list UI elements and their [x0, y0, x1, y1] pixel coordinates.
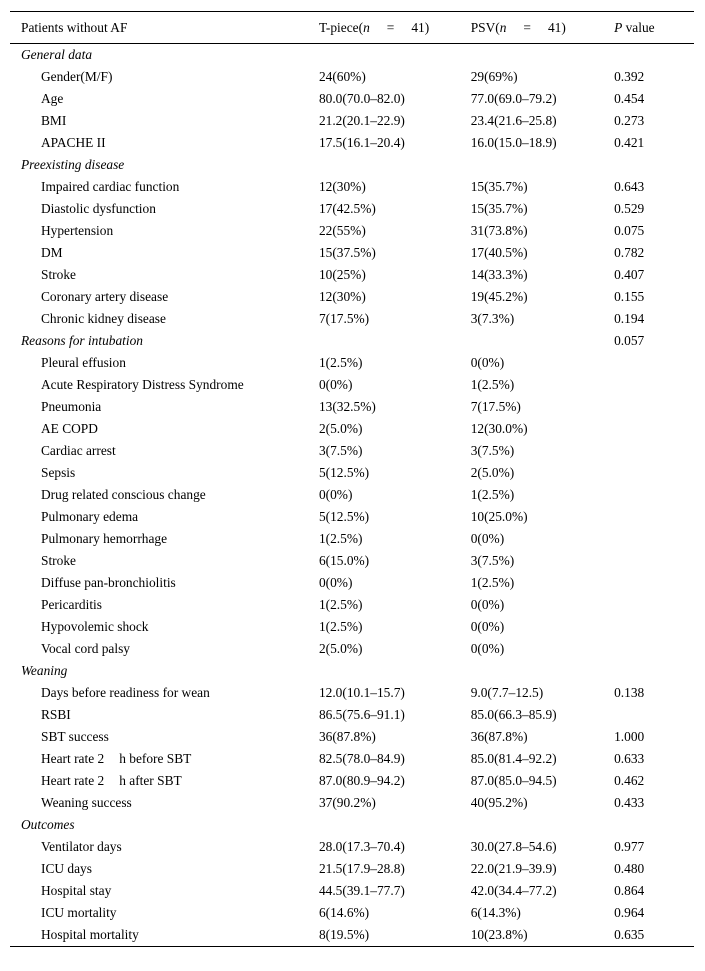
psv-value: 85.0(66.3–85.9) [470, 707, 557, 722]
row-label: Chronic kidney disease [41, 311, 166, 326]
row-label: Drug related conscious change [41, 487, 206, 502]
psv-value: 17(40.5%) [470, 245, 528, 260]
table-row [10, 770, 694, 792]
table-row [10, 506, 694, 528]
psv-value: 31(73.8%) [470, 223, 528, 238]
psv-value: 2(5.0%) [470, 465, 515, 480]
table-row [10, 440, 694, 462]
tpiece-value: 0(0%) [318, 487, 353, 502]
p-value: 0.138 [614, 685, 645, 700]
tpiece-value: 0(0%) [318, 377, 353, 392]
row-label [10, 748, 319, 770]
psv-value: 0(0%) [470, 531, 505, 546]
psv-value: 15(35.7%) [470, 201, 528, 216]
table-row [10, 484, 694, 506]
section-title: Weaning [21, 663, 68, 678]
tpiece-value: 24(60%) [318, 69, 366, 84]
table-body [10, 44, 694, 947]
row-label: ICU days [41, 861, 92, 876]
p-value: 0.529 [614, 201, 645, 216]
tpiece-value: 0(0%) [318, 575, 353, 590]
p-value [614, 462, 694, 484]
p-value: 0.782 [614, 245, 645, 260]
psv-value: 22.0(21.9–39.9) [470, 861, 557, 876]
tpiece-value: 12(30%) [318, 289, 366, 304]
header-psv [471, 12, 614, 44]
table-row [10, 528, 694, 550]
psv-value: 0(0%) [470, 641, 505, 656]
row-label: DM [41, 245, 63, 260]
section-title: Preexisting disease [21, 157, 125, 172]
tpiece-value: 1(2.5%) [318, 619, 363, 634]
p-value [614, 374, 694, 396]
psv-value: 3(7.3%) [470, 311, 515, 326]
row-label: ICU mortality [41, 905, 117, 920]
psv-value: 0(0%) [470, 355, 505, 370]
table-row [10, 88, 694, 110]
section-title: Reasons for intubation [21, 333, 144, 348]
tpiece-value: 44.5(39.1–77.7) [318, 883, 405, 898]
psv-value: 1(2.5%) [470, 575, 515, 590]
p-value [614, 594, 694, 616]
psv-value: 15(35.7%) [470, 179, 528, 194]
p-value: 0.635 [614, 924, 694, 947]
psv-value: 10(23.8%) [471, 924, 614, 947]
tpiece-value: 5(12.5%) [318, 509, 370, 524]
psv-value: 36(87.8%) [470, 729, 528, 744]
header-tpiece-label: T-piece( [318, 20, 364, 35]
tpiece-value: 37(90.2%) [318, 795, 376, 810]
section-row [10, 660, 694, 682]
table-row [10, 704, 694, 726]
psv-value: 10(25.0%) [470, 509, 528, 524]
p-value: 0.155 [614, 289, 645, 304]
tpiece-value: 3(7.5%) [318, 443, 363, 458]
empty-cell [319, 44, 471, 67]
section-p-value [614, 154, 694, 176]
row-label: BMI [41, 113, 67, 128]
p-value: 0.392 [614, 69, 645, 84]
tpiece-value: 86.5(75.6–91.1) [318, 707, 405, 722]
row-label: Weaning success [41, 795, 132, 810]
header-p-letter: P [614, 20, 623, 35]
tpiece-value: 1(2.5%) [318, 355, 363, 370]
tpiece-value: 12.0(10.1–15.7) [318, 685, 405, 700]
p-value: 0.454 [614, 91, 645, 106]
row-label: Coronary artery disease [41, 289, 169, 304]
section-row [10, 330, 694, 352]
row-label: Pericarditis [41, 597, 102, 612]
patients-without-af-table [10, 11, 694, 947]
table-row [10, 726, 694, 748]
row-label: Impaired cardiac function [41, 179, 180, 194]
psv-value: 77.0(69.0–79.2) [470, 91, 557, 106]
row-label-part: h after SBT [119, 773, 182, 788]
table-row [10, 374, 694, 396]
row-label: Pulmonary hemorrhage [41, 531, 168, 546]
row-label-part: Heart rate 2 [41, 773, 105, 788]
p-value [614, 440, 694, 462]
empty-cell [471, 154, 614, 176]
empty-cell [471, 814, 614, 836]
table-row [10, 352, 694, 374]
psv-value: 9.0(7.7–12.5) [470, 685, 544, 700]
p-value: 0.075 [614, 223, 645, 238]
psv-value: 7(17.5%) [470, 399, 521, 414]
header-p-value [614, 12, 694, 44]
psv-value: 14(33.3%) [470, 267, 528, 282]
table-row [10, 638, 694, 660]
p-value: 1.000 [614, 729, 645, 744]
p-value [614, 572, 694, 594]
row-label: Age [41, 91, 64, 106]
table-row [10, 572, 694, 594]
tpiece-value: 8(19.5%) [319, 924, 471, 947]
empty-cell [471, 660, 614, 682]
empty-cell [319, 154, 471, 176]
row-label: Pulmonary edema [41, 509, 139, 524]
p-value [614, 550, 694, 572]
row-label: Hypertension [41, 223, 114, 238]
table-row [10, 220, 694, 242]
table-row [10, 66, 694, 88]
table-row [10, 286, 694, 308]
header-characteristic: Patients without AF [10, 12, 319, 44]
row-label: Pleural effusion [41, 355, 126, 370]
row-label-part: Heart rate 2 [41, 751, 105, 766]
empty-cell [319, 814, 471, 836]
row-label: Days before readiness for wean [41, 685, 210, 700]
tpiece-value: 17.5(16.1–20.4) [318, 135, 405, 150]
psv-value: 6(14.3%) [470, 905, 521, 920]
psv-value: 12(30.0%) [470, 421, 528, 436]
p-value [614, 506, 694, 528]
section-title: General data [21, 47, 93, 62]
tpiece-value: 10(25%) [318, 267, 366, 282]
section-row [10, 814, 694, 836]
tpiece-value: 87.0(80.9–94.2) [318, 773, 405, 788]
tpiece-value: 22(55%) [318, 223, 366, 238]
psv-value: 40(95.2%) [470, 795, 528, 810]
psv-value: 3(7.5%) [470, 553, 515, 568]
row-label [10, 770, 319, 792]
table-row [10, 792, 694, 814]
table-row [10, 858, 694, 880]
empty-cell [471, 44, 614, 67]
row-label: Stroke [41, 267, 76, 282]
table-row [10, 198, 694, 220]
section-row [10, 154, 694, 176]
p-value [614, 484, 694, 506]
psv-value: 19(45.2%) [470, 289, 528, 304]
tpiece-value: 7(17.5%) [318, 311, 370, 326]
p-value: 0.964 [614, 905, 645, 920]
psv-value: 29(69%) [470, 69, 518, 84]
header-tpiece-eq: = [386, 20, 395, 35]
row-label: Hypovolemic shock [41, 619, 149, 634]
header-psv-n: n [499, 20, 507, 35]
psv-value: 3(7.5%) [470, 443, 515, 458]
row-label: Pneumonia [41, 399, 102, 414]
header-tpiece [319, 12, 471, 44]
tpiece-value: 36(87.8%) [318, 729, 376, 744]
table-row [10, 242, 694, 264]
table-row [10, 748, 694, 770]
p-value: 0.977 [614, 839, 645, 854]
table-row [10, 616, 694, 638]
p-value: 0.633 [614, 751, 645, 766]
p-value [614, 704, 694, 726]
psv-value: 1(2.5%) [470, 377, 515, 392]
p-value [614, 528, 694, 550]
table-row [10, 132, 694, 154]
header-tpiece-n: n [363, 20, 370, 35]
empty-cell [319, 330, 471, 352]
psv-value: 87.0(85.0–94.5) [470, 773, 557, 788]
tpiece-value: 28.0(17.3–70.4) [318, 839, 405, 854]
tpiece-value: 82.5(78.0–84.9) [318, 751, 405, 766]
section-row [10, 44, 694, 67]
row-label: Vocal cord palsy [41, 641, 130, 656]
empty-cell [319, 660, 471, 682]
row-label: Cardiac arrest [41, 443, 116, 458]
table-header [10, 12, 694, 44]
tpiece-value: 6(14.6%) [318, 905, 370, 920]
table-row [10, 418, 694, 440]
tpiece-value: 21.2(20.1–22.9) [318, 113, 405, 128]
header-psv-label: PSV( [470, 20, 500, 35]
p-value: 0.273 [614, 113, 645, 128]
row-label: Ventilator days [41, 839, 122, 854]
p-value: 0.643 [614, 179, 645, 194]
p-value: 0.421 [614, 135, 645, 150]
psv-value: 85.0(81.4–92.2) [470, 751, 557, 766]
psv-value: 0(0%) [470, 619, 505, 634]
p-value [614, 616, 694, 638]
tpiece-value: 21.5(17.9–28.8) [318, 861, 405, 876]
tpiece-value: 1(2.5%) [318, 597, 363, 612]
p-value: 0.433 [614, 795, 645, 810]
tpiece-value: 2(5.0%) [318, 421, 363, 436]
table-row [10, 308, 694, 330]
psv-value: 42.0(34.4–77.2) [470, 883, 557, 898]
p-value: 0.864 [614, 883, 645, 898]
row-label: Diastolic dysfunction [41, 201, 156, 216]
psv-value: 16.0(15.0–18.9) [470, 135, 557, 150]
table-row [10, 902, 694, 924]
row-label: Hospital stay [41, 883, 112, 898]
row-label: Hospital mortality [10, 924, 319, 947]
p-value [614, 418, 694, 440]
section-p-value [614, 44, 694, 67]
section-title: Outcomes [21, 817, 75, 832]
row-label: Diffuse pan-bronchiolitis [41, 575, 176, 590]
p-value [614, 352, 694, 374]
table-row [10, 836, 694, 858]
table-row [10, 462, 694, 484]
header-p-rest: value [622, 20, 655, 35]
table-row [10, 110, 694, 132]
psv-value: 23.4(21.6–25.8) [470, 113, 557, 128]
p-value [614, 396, 694, 418]
psv-value: 1(2.5%) [470, 487, 515, 502]
header-psv-count: 41) [547, 20, 566, 35]
header-row [10, 12, 694, 44]
row-label: Sepsis [41, 465, 76, 480]
p-value: 0.194 [614, 311, 645, 326]
table-row [10, 924, 694, 947]
row-label: Acute Respiratory Distress Syndrome [41, 377, 244, 392]
psv-value: 30.0(27.8–54.6) [470, 839, 557, 854]
p-value [614, 638, 694, 660]
tpiece-value: 1(2.5%) [318, 531, 363, 546]
section-p-value: 0.057 [614, 333, 645, 348]
table-row [10, 264, 694, 286]
tpiece-value: 15(37.5%) [318, 245, 376, 260]
table-row [10, 176, 694, 198]
tpiece-value: 12(30%) [318, 179, 366, 194]
row-label-part: h before SBT [119, 751, 192, 766]
psv-value: 0(0%) [470, 597, 505, 612]
tpiece-value: 5(12.5%) [318, 465, 370, 480]
tpiece-value: 6(15.0%) [318, 553, 370, 568]
p-value: 0.480 [614, 861, 645, 876]
tpiece-value: 80.0(70.0–82.0) [318, 91, 405, 106]
row-label: SBT success [41, 729, 109, 744]
header-psv-eq: = [523, 20, 531, 35]
row-label: RSBI [41, 707, 71, 722]
row-label: AE COPD [41, 421, 98, 436]
row-label: Gender(M/F) [41, 69, 113, 84]
p-value: 0.462 [614, 773, 645, 788]
tpiece-value: 2(5.0%) [318, 641, 363, 656]
header-tpiece-count: 41) [411, 20, 430, 35]
row-label: APACHE II [41, 135, 106, 150]
table-row [10, 550, 694, 572]
section-p-value [614, 814, 694, 836]
tpiece-value: 17(42.5%) [318, 201, 376, 216]
tpiece-value: 13(32.5%) [318, 399, 376, 414]
table-row [10, 682, 694, 704]
table-row [10, 396, 694, 418]
p-value: 0.407 [614, 267, 645, 282]
empty-cell [471, 330, 614, 352]
table-row [10, 880, 694, 902]
section-p-value [614, 660, 694, 682]
table-row [10, 594, 694, 616]
row-label: Stroke [41, 553, 76, 568]
